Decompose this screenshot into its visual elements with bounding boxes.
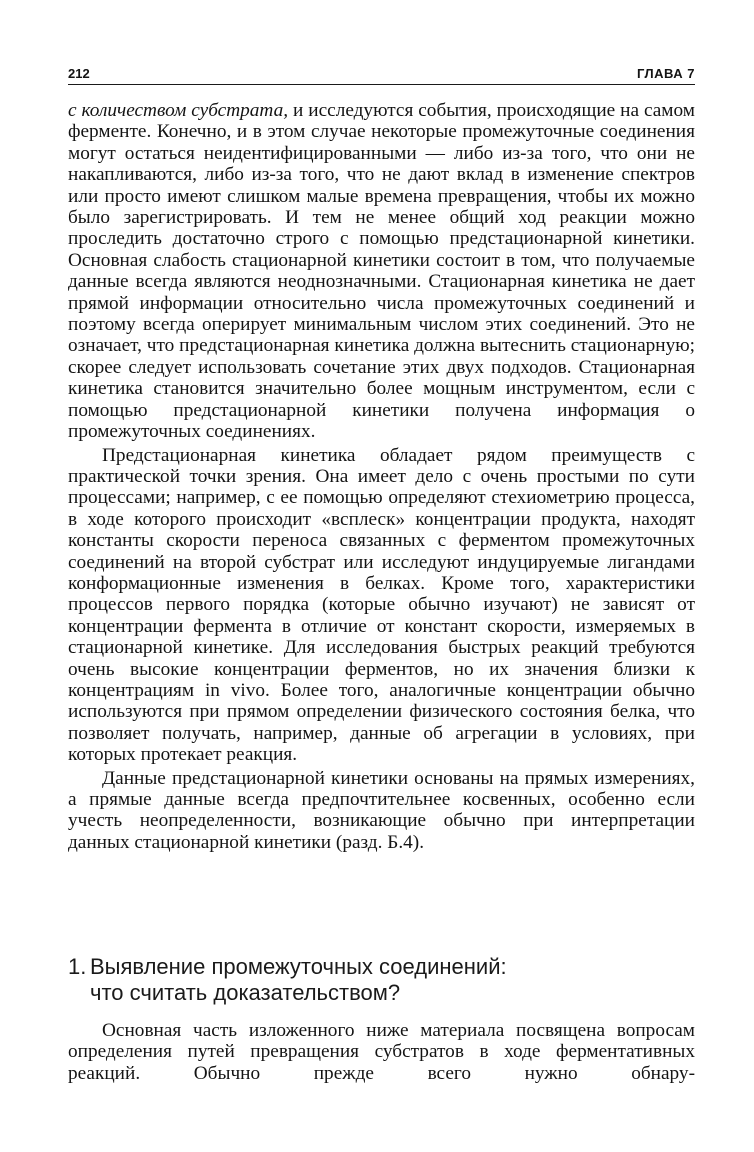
body-text <box>68 100 695 853</box>
running-head <box>68 64 695 85</box>
chapter-label: ГЛАВА 7 <box>636 66 695 81</box>
paragraph-3: Данные предстационарной кинетики основаны на прямых измерениях, а прямые данные всегда предпочтительнее косвенных, особенно если учесть неопределенности, возникающие обычно при интерпретации данных стационарной кинетики (разд. Б.4). <box>68 767 695 853</box>
section-intro <box>68 1020 695 1084</box>
page-number: 212 <box>68 66 90 81</box>
section-intro-paragraph: Основная часть изложенного ниже материала посвящена вопросам определения путей превращения субстратов в ходе ферментативных реакций. Обычно прежде всего нужно обнару- <box>68 1020 695 1084</box>
section-title-line-1: Выявление промежуточных соединений: <box>90 954 507 979</box>
book-page <box>68 0 695 1152</box>
paragraph-2: Предстационарная кинетика обладает рядом преимуществ с практической точки зрения. Она имеет дело с очень простыми по сути процессами; например, с ее помощью определяют стехиометрию процесса, в ходе которого происходит «всплеск» концентрации продукта, находят константы скорости переноса связанных с ферментом промежуточных соединений на второй субстрат или исследуют индуцируемые лигандами конформационные изменения в белках. Кроме того, характеристики процессов первого порядка (которые обычно изучают) не зависят от концентрации фермента в отличие от констант скорости, измеряемых в стационарной кинетике. Для исследования быстрых реакций требуются очень высокие концентрации ферментов, но их значения близки к концентрациям in vivo. Более того, аналогичные концентрации обычно используются при прямом определении физического состояния белка, что позволяет получать, например, данные об агрегации в условиях, при которых протекает реакция. <box>68 444 695 766</box>
section-title-line-2: что считать доказательством? <box>90 980 401 1005</box>
section-heading <box>68 954 695 1006</box>
paragraph-1-text: и исследуются события, происходящие на самом ферменте. Конечно, и в этом случае некоторые промежуточные соединения могут остаться неидентифицированными — либо из-за того, что они не накапливаются, либо из-за того, что не дают вклад в изменение спектров или просто имеют слишком малые времена превращения, чтобы их можно было зарегистрировать. И тем не менее общий ход реакции можно проследить достаточно строго с помощью предстационарной кинетики. Основная слабость стационарной кинетики состоит в том, что получаемые данные всегда являются неоднозначными. Стационарная кинетика не дает прямой информации относительно числа промежуточных соединений и поэтому всегда оперирует минимальным числом этих соединений. Это не означает, что предстационарная кинетика должна вытеснить стационарную; скорее следует использовать сочетание этих двух подходов. Стационарная кинетика становится значительно более мощным инструментом, если с помощью предстационарной кинетики получена информация о промежуточных соединениях. <box>68 100 695 443</box>
section-number: 1. <box>68 954 87 979</box>
italic-lead-phrase: с количеством субстрата, <box>68 100 289 121</box>
paragraph-1 <box>68 100 695 443</box>
